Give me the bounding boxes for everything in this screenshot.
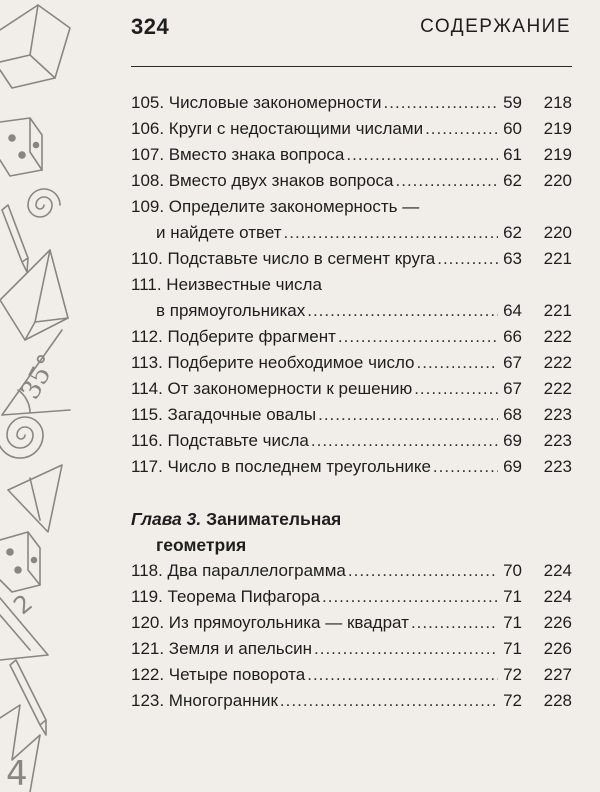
toc-entry: 113. Подберите необходимое число ..... 67 222 [131, 350, 572, 376]
header-rule [131, 66, 572, 67]
digit-doodle-2: 2 [8, 588, 38, 621]
toc-entry-first-line: 111. Неизвестные числа [131, 275, 322, 294]
toc-entry: 121. Земля и апельсин ..... 71 226 [131, 636, 572, 662]
toc-entry: 120. Из прямоугольника — квадрат ..... 71 226 [131, 610, 572, 636]
toc-entry: 115. Загадочные овалы ..... 68 223 [131, 402, 572, 428]
margin-doodles [0, 0, 110, 792]
toc-entry: 123. Многогранник ..... 72 228 [131, 688, 572, 714]
toc-entry: 117. Число в последнем треугольнике ..... 69 223 [131, 454, 572, 480]
toc-entry: 110. Подставьте число в сегмент круга ..... 63 221 [131, 246, 572, 272]
toc-entry: 108. Вместо двух знаков вопроса ..... 62 220 [131, 168, 572, 194]
table-of-contents [131, 90, 572, 714]
page-header [131, 14, 571, 54]
toc-entry-continuation: в прямоугольниках ..... 64 221 [131, 298, 572, 324]
toc-entry: 118. Два параллелограмма ..... 70 224 [131, 558, 572, 584]
chapter-label: Глава 3. [131, 509, 202, 529]
chapter-heading-continuation [131, 532, 572, 558]
page-number: 324 [131, 14, 170, 39]
digit-doodle-4: 4 [6, 754, 28, 792]
toc-entry-first-line: 109. Определите закономерность — [131, 197, 420, 216]
chapter-title-line1: Занимательная [206, 509, 342, 529]
toc-entry: 107. Вместо знака вопроса ..... 61 219 [131, 142, 572, 168]
toc-entry-continuation: и найдете ответ ..... 62 220 [131, 220, 572, 246]
toc-entry: 122. Четыре поворота ..... 72 227 [131, 662, 572, 688]
section-gap [131, 480, 572, 506]
running-title: СОДЕРЖАНИЕ [420, 16, 571, 37]
toc-entry: 105. Числовые закономерности ..... 59 218 [131, 90, 572, 116]
angle-label: 35° [15, 349, 64, 405]
chapter-heading [131, 506, 572, 532]
doodle-illustration [0, 0, 110, 792]
chapter-title-line2: геометрия [156, 535, 247, 555]
toc-entry: 119. Теорема Пифагора ..... 71 224 [131, 584, 572, 610]
toc-entry: 114. От закономерности к решению ..... 67 222 [131, 376, 572, 402]
toc-entry: 116. Подставьте числа ..... 69 223 [131, 428, 572, 454]
toc-entry: 112. Подберите фрагмент ..... 66 222 [131, 324, 572, 350]
toc-entry: 106. Круги с недостающими числами ..... 60 219 [131, 116, 572, 142]
